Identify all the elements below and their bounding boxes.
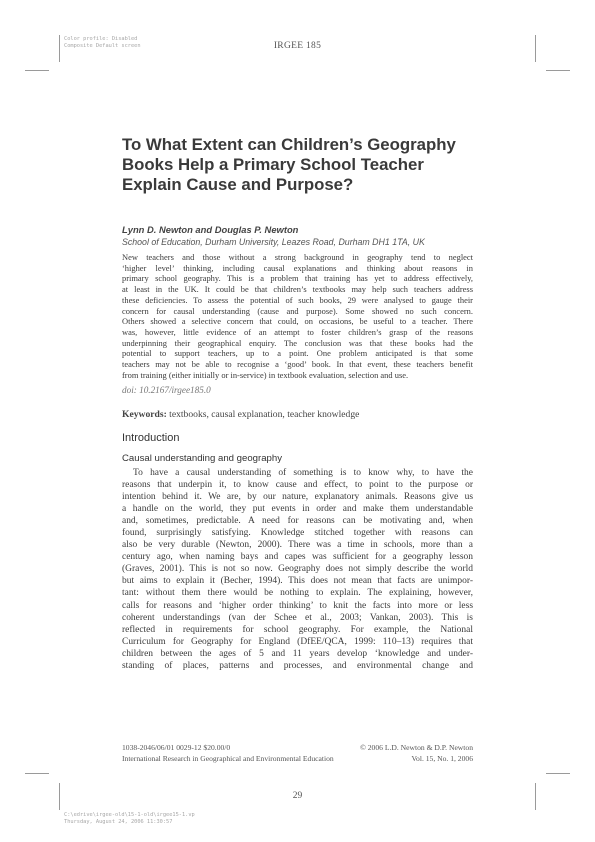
abstract-line: was, however, little evidence of an attempt to foster children’s grasp of the reasons xyxy=(122,326,473,337)
footer-volume: Vol. 15, No. 1, 2006 xyxy=(411,754,473,763)
body-line: but aims to explain it (Becher, 1994). This does not mean that facts are unimpor- xyxy=(122,576,473,587)
print-meta-line: Composite Default screen xyxy=(64,42,141,49)
abstract-line: concern for causal understanding (cause and purpose). Some showed no such concern. xyxy=(122,305,473,316)
keywords xyxy=(122,409,359,420)
abstract-line: New teachers and those without a strong background in geography tend to neglect xyxy=(122,252,473,262)
abstract-line: these deficiencies. To assess the potential of such books, 29 were analysed to gauge their xyxy=(122,294,473,305)
body-line: tant: without them there would be nothing to explain. The explaining, however, xyxy=(122,588,473,599)
article-title xyxy=(122,135,482,195)
body-line: To have a causal understanding of something is to know why, to have the xyxy=(133,468,473,478)
body-line: coherent understandings (van der Schee et al., 2003; Vankan, 2003). This is xyxy=(122,612,473,623)
title-line: Explain Cause and Purpose? xyxy=(122,175,354,194)
body-line: and, sometimes, predictable. A need for reasons can be motivating and, when xyxy=(122,516,473,527)
body-line: intention behind it. We are, by our nature, explanatory animals. Reasons give us xyxy=(122,492,473,503)
section-heading: Introduction xyxy=(122,432,180,444)
body-line: a handle on the world, they put events in order and make them understandable xyxy=(122,504,473,515)
abstract-line: primary school geography. This is a problem that training has yet to address effectively, xyxy=(122,273,473,284)
abstract-line: teachers may not be able to recognise a ‘good’ book. In that event, these teachers benefit xyxy=(122,359,473,370)
title-line: To What Extent can Children’s Geography xyxy=(122,135,456,154)
abstract-line: from training (either initially or in-service) in textbook evaluation, selection and use. xyxy=(122,369,409,380)
abstract-line: ‘higher level’ thinking, including causal explanations and thinking about reasons in xyxy=(122,262,473,273)
doi[interactable]: doi: 10.2167/irgee185.0 xyxy=(122,385,211,395)
body-line: century ago, when naming bays and capes was sufficient for a geography lesson xyxy=(122,552,473,563)
footer-journal: International Research in Geographical and Environmental Education xyxy=(122,754,334,763)
keywords-label: Keywords: xyxy=(122,409,167,420)
abstract-line: Others showed a selective concern that could, on occasions, be useful to a teacher. There xyxy=(122,316,473,327)
body-line: reasons that underpin it, to know cause and effect, to point to the purpose or xyxy=(122,480,473,491)
running-head: IRGEE 185 xyxy=(273,41,322,51)
footer-issn: 1038-2046/06/01 0029-12 $20.00/0 xyxy=(122,743,231,752)
body-line: Curriculum for Geography for England (DfEE/QCA, 1999: 110–13) requires that xyxy=(122,636,473,647)
body-text xyxy=(122,467,473,672)
abstract-line: at least in the UK. It could be that children’s textbooks may help such teachers address xyxy=(122,284,473,295)
crop-mark xyxy=(546,70,570,71)
crop-mark xyxy=(546,773,570,774)
body-line: also be very durable (Newton, 2000). There was a time in schools, more than a xyxy=(122,540,473,551)
title-line: Books Help a Primary School Teacher xyxy=(122,155,424,174)
body-line: (Graves, 2001). This is not so now. Geography does not simply describe the world xyxy=(122,564,473,575)
abstract-line: underpinning their geographical enquiry. The conclusion was that these books had the xyxy=(122,337,473,348)
footer-copyright: © 2006 L.D. Newton & D.P. Newton xyxy=(360,743,473,752)
print-meta-bottom xyxy=(64,812,195,825)
abstract xyxy=(122,252,473,380)
print-meta-line: Color profile: Disabled xyxy=(64,36,138,42)
body-line: children between the ages of 5 and 11 years develop ‘knowledge and under- xyxy=(122,648,473,659)
crop-mark xyxy=(25,70,49,71)
subsection-heading: Causal understanding and geography xyxy=(122,453,283,464)
page-number: 29 xyxy=(292,791,303,801)
authors: Lynn D. Newton and Douglas P. Newton xyxy=(122,224,299,235)
affiliation: School of Education, Durham University, Leazes Road, Durham DH1 1TA, UK xyxy=(122,237,425,247)
body-line: calls for reasons and ‘higher order thinking’ to knit the facts into more or less xyxy=(122,600,473,611)
crop-mark xyxy=(25,773,49,774)
keywords-text: textbooks, causal explanation, teacher knowledge xyxy=(166,409,360,420)
body-line: reflected in requirements for school geography. For example, the National xyxy=(122,624,473,635)
print-meta-line: Thursday, August 24, 2006 11:30:57 xyxy=(64,818,173,825)
print-meta-line: C:\edrive\irgee-old\15-1-old\irgee15-1.vp xyxy=(64,812,195,818)
body-line: standing of places, patterns and processes, and environmental change and xyxy=(122,660,473,671)
abstract-line: potential to support teachers, up to a point. One problem anticipated is that some xyxy=(122,348,473,359)
body-line: found, surprisingly satisfying. Knowledge stitched together with reasons can xyxy=(122,528,473,539)
